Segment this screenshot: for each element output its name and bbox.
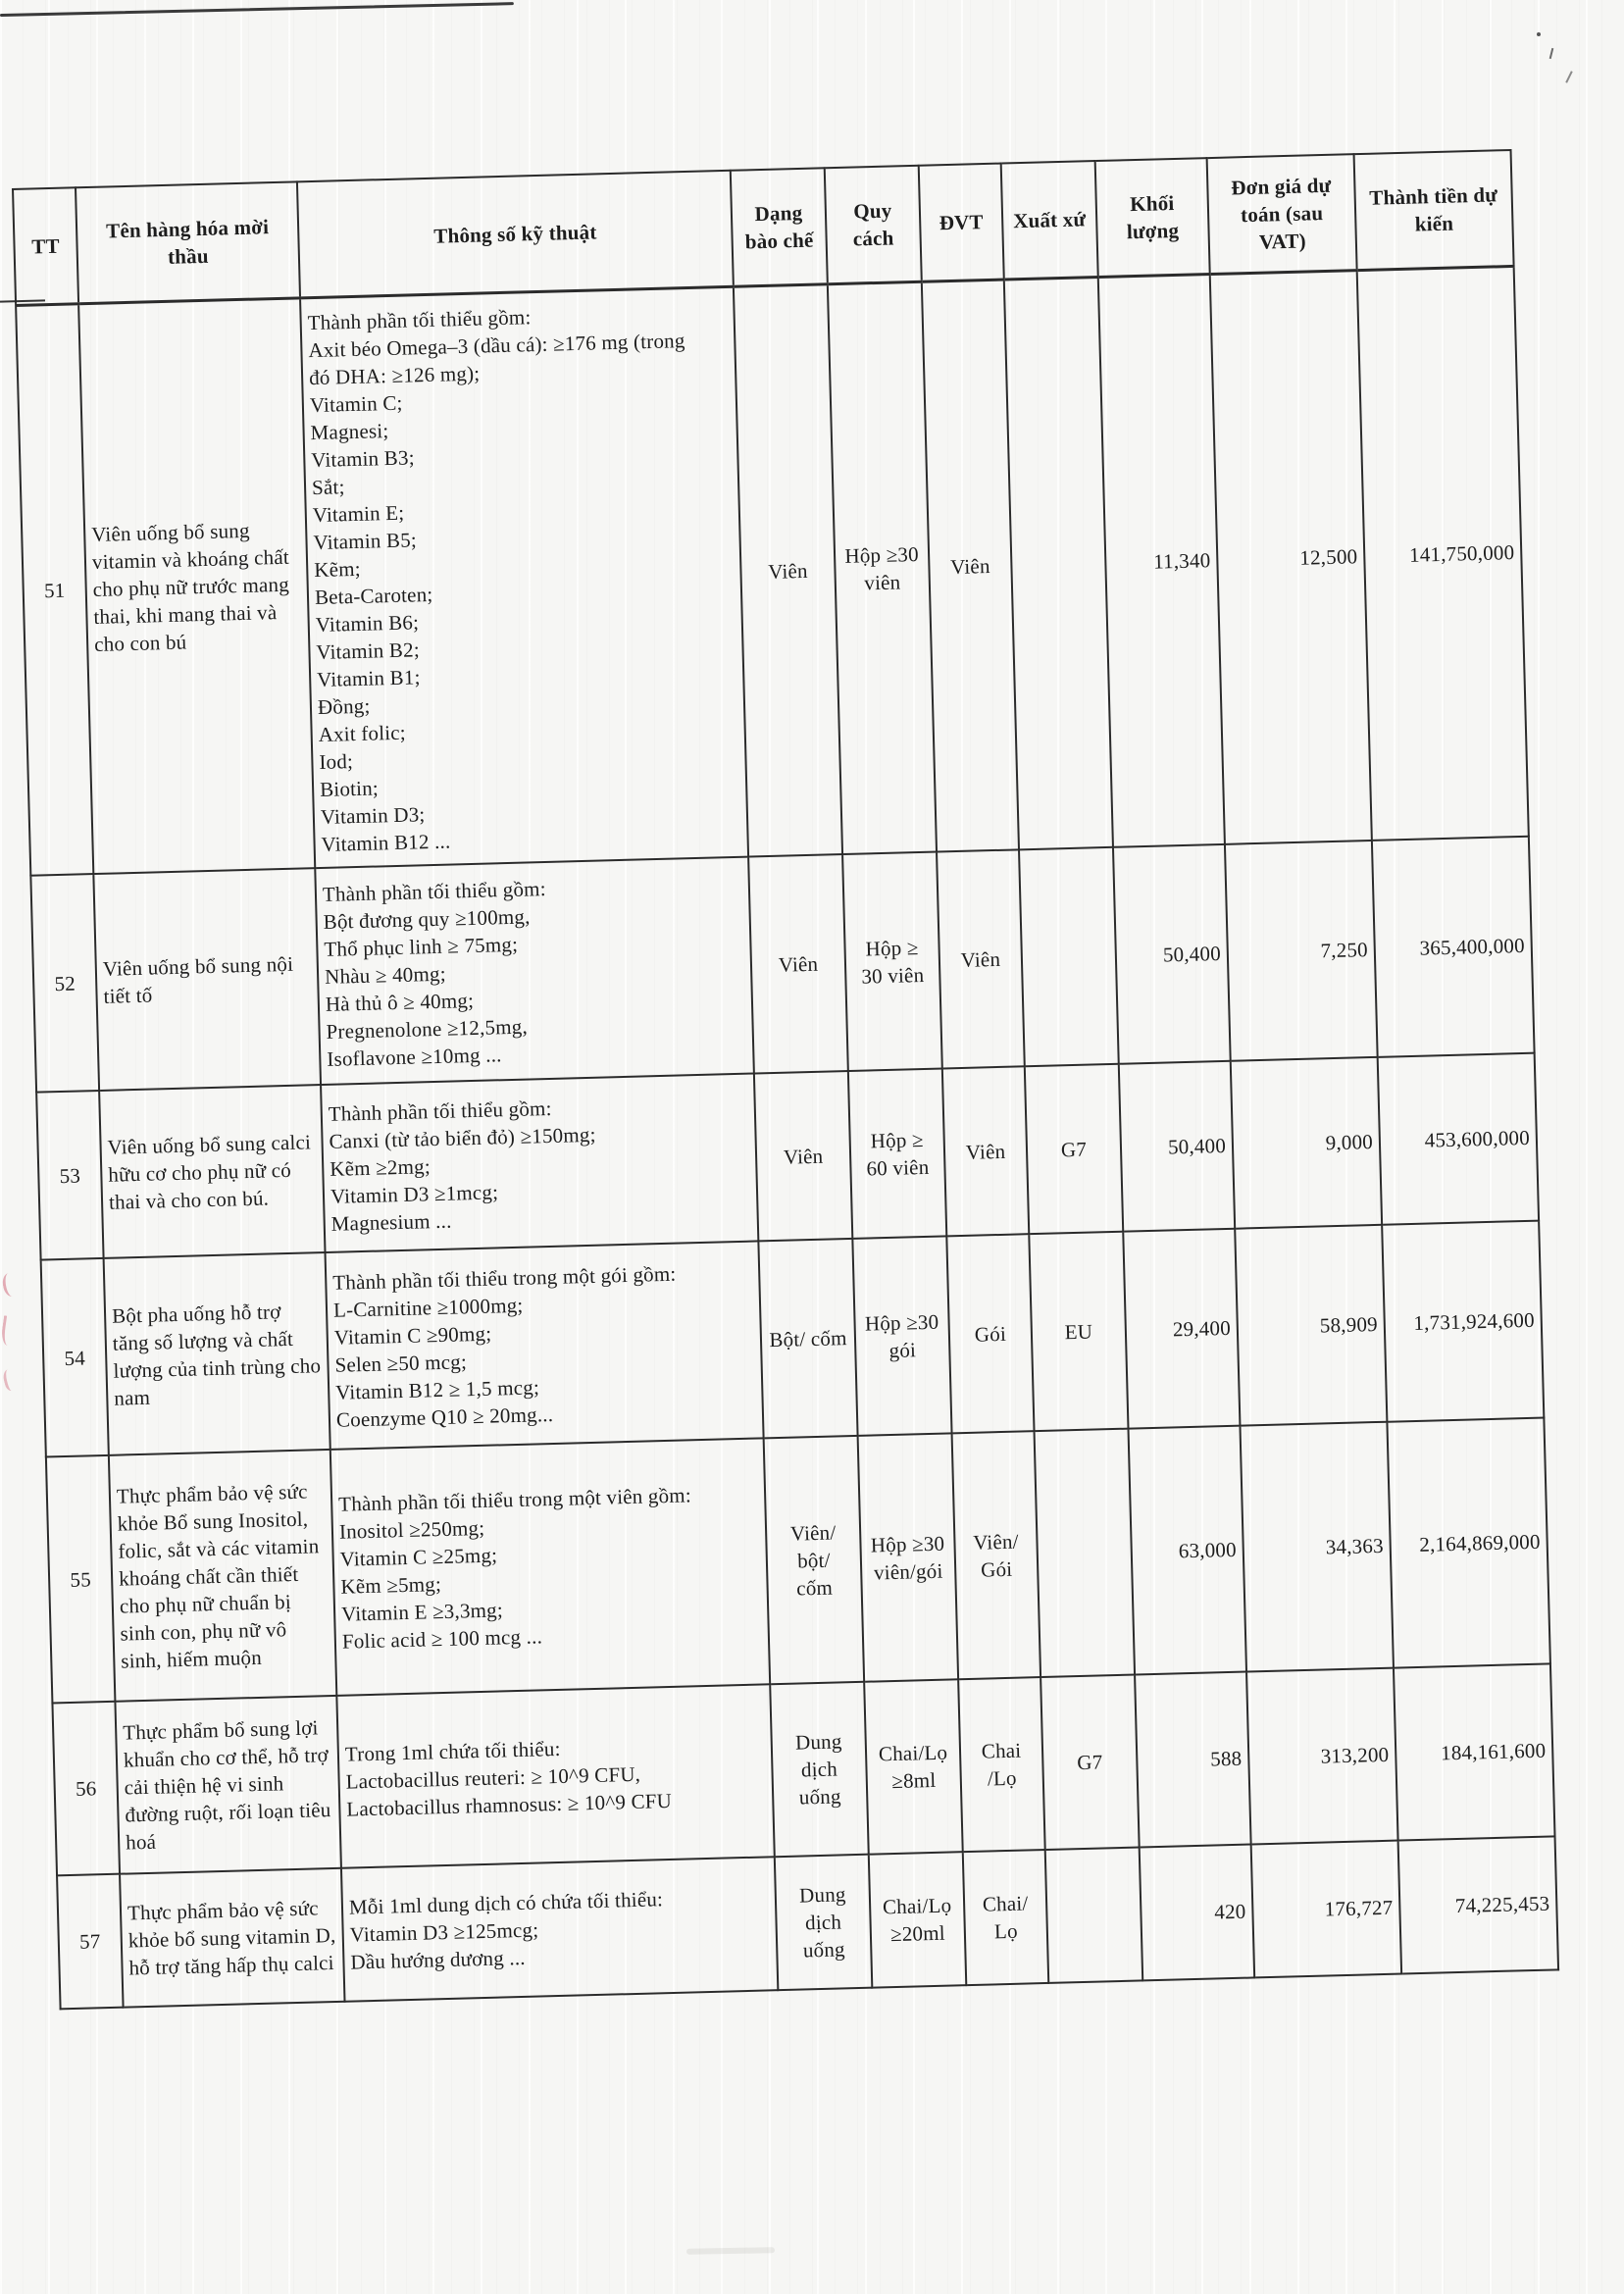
origin	[1045, 1847, 1143, 1982]
dosage-form: Dung dịch uống	[770, 1682, 869, 1857]
margin-pen-mark	[1, 1272, 20, 1298]
header-total: Thành tiền dự kiến	[1354, 150, 1514, 271]
origin: G7	[1040, 1675, 1140, 1850]
dosage-form: Viên	[754, 1071, 852, 1241]
dosage-form: Viên	[734, 284, 842, 857]
header-specification: Thông số kỹ thuật	[297, 171, 734, 298]
origin: EU	[1029, 1232, 1128, 1431]
packaging: Hộp ≥ 30 viên	[842, 852, 942, 1071]
packaging: Hộp ≥ 60 viên	[848, 1068, 946, 1238]
unit-price: 12,500	[1210, 271, 1372, 844]
row-number: 56	[52, 1702, 120, 1876]
header-unit: ĐVT	[919, 164, 1004, 282]
total-amount: 184,161,600	[1394, 1663, 1555, 1840]
unit: Viên	[937, 849, 1025, 1068]
packaging: Hộp ≥30 viên/gói	[858, 1433, 959, 1681]
packaging: Hộp ≥30 gói	[852, 1236, 951, 1435]
quantity: 50,400	[1113, 844, 1231, 1064]
packaging: Chai/Lọ ≥8ml	[864, 1679, 963, 1854]
dosage-form: Viên	[748, 854, 848, 1073]
header-unit-price: Đơn giá dự toán (sau VAT)	[1207, 154, 1357, 274]
specification: Trong 1ml chứa tối thiểu: Lactobacillus reuteri: ≥ 10^9 CFU, Lactobacillus rhamnosus: ≥ 10^9 CFU	[336, 1684, 774, 1868]
unit: Viên/ Gói	[952, 1431, 1041, 1679]
quantity: 588	[1135, 1672, 1251, 1848]
header-tt: TT	[13, 187, 78, 305]
table-row	[30, 837, 1534, 1093]
unit-price: 176,727	[1251, 1841, 1402, 1978]
goods-name: Viên uống bổ sung calci hữu cơ cho phụ nữ có thai và cho con bú.	[99, 1085, 325, 1258]
unit-price: 7,250	[1225, 841, 1378, 1061]
unit: Viên	[922, 280, 1019, 851]
header-quantity: Khối lượng	[1095, 158, 1210, 277]
row-number: 55	[46, 1455, 116, 1704]
origin	[1004, 278, 1113, 850]
total-amount: 365,400,000	[1372, 837, 1535, 1057]
dosage-form: Dung dịch uống	[775, 1855, 873, 1990]
packaging: Chai/Lọ ≥20ml	[869, 1852, 967, 1987]
header-goods-name: Tên hàng hóa mời thầu	[76, 181, 300, 303]
origin	[1019, 847, 1119, 1066]
unit-price: 34,363	[1240, 1422, 1394, 1672]
quantity: 420	[1140, 1845, 1255, 1981]
specification: Thành phần tối thiểu gồm: Bột đương quy ≥100mg, Thổ phục linh ≥ 75mg; Nhàu ≥ 40mg; Hà thủ ô ≥ 40mg; Pregnenolone ≥12,5mg, Isoflavone ≥10mg ...	[315, 857, 754, 1085]
scanned-page	[12, 149, 1557, 2010]
origin: G7	[1025, 1064, 1123, 1234]
total-amount: 74,225,453	[1398, 1836, 1559, 1973]
goods-name: Viên uống bổ sung nội tiết tố	[93, 868, 321, 1091]
margin-pen-mark	[0, 1315, 17, 1347]
unit-price: 313,200	[1246, 1668, 1398, 1845]
header-packaging: Quy cách	[825, 166, 922, 284]
table-row	[16, 266, 1529, 875]
goods-name: Bột pha uống hỗ trợ tăng số lượng và chất lượng của tinh trùng cho nam	[104, 1252, 330, 1455]
row-number: 52	[30, 874, 99, 1093]
unit: Gói	[946, 1234, 1034, 1433]
unit: Chai/ Lọ	[963, 1850, 1049, 1985]
procurement-items-table	[12, 149, 1559, 2010]
margin-pen-mark	[2, 1368, 20, 1392]
unit: Viên	[942, 1066, 1029, 1236]
goods-name: Viên uống bổ sung vitamin và khoáng chất cho phụ nữ trước mang thai, khi mang thai và cho con bú	[78, 298, 315, 874]
origin	[1035, 1429, 1136, 1677]
unit-price: 9,000	[1231, 1057, 1382, 1229]
unit-price: 58,909	[1235, 1225, 1387, 1426]
unit: Chai /Lọ	[958, 1677, 1045, 1852]
table-row	[46, 1418, 1550, 1704]
goods-name: Thực phẩm bảo vệ sức khỏe Bổ sung Inositol, folic, sắt và các vitamin khoáng chất cần thiết cho phụ nữ chuẩn bị sinh con, phụ nữ vô sinh, hiếm muộn	[109, 1450, 336, 1702]
dosage-form: Viên/ bột/ cốm	[764, 1436, 865, 1684]
goods-name: Thực phẩm bảo vệ sức khỏe bổ sung vitamin D, hỗ trợ tăng hấp thụ calci	[120, 1868, 344, 2008]
row-number: 54	[41, 1258, 109, 1457]
header-origin: Xuất xứ	[1001, 161, 1098, 280]
total-amount: 453,600,000	[1378, 1053, 1539, 1225]
specification: Thành phần tối thiểu gồm: Axit béo Omega–3 (dầu cá): ≥176 mg (trong đó DHA: ≥126 mg); Vitamin C; Magnesi; Vitamin B3; Sắt; Vitamin E; Vitamin B5; Kẽm; Beta-Caroten; Vitamin B6; Vitamin B2; Vitamin B1; Đồng; Axit folic; Iod; Biotin; Vitamin D3; Vitamin B12 ...	[300, 286, 748, 868]
specification: Thành phần tối thiểu gồm: Canxi (từ tảo biển đỏ) ≥150mg; Kẽm ≥2mg; Vitamin D3 ≥1mcg; Magnesium ...	[321, 1073, 758, 1252]
header-dosage-form: Dạng bào chế	[731, 168, 828, 286]
scan-speck	[1565, 71, 1572, 83]
total-amount: 1,731,924,600	[1382, 1221, 1544, 1422]
table-row	[41, 1221, 1545, 1457]
row-number: 51	[16, 304, 93, 876]
goods-name: Thực phẩm bổ sung lợi khuẩn cho cơ thể, hỗ trợ cải thiện hệ vi sinh đường ruột, rối loạn tiêu hoá	[115, 1696, 341, 1874]
total-amount: 2,164,869,000	[1387, 1418, 1550, 1668]
specification: Mỗi 1ml dung dịch có chứa tối thiểu: Vitamin D3 ≥125mcg; Dầu hướng dương ...	[341, 1857, 778, 2002]
specification: Thành phần tối thiểu trong một viên gồm: Inositol ≥250mg; Vitamin C ≥25mg; Kẽm ≥5mg; Vitamin E ≥3,3mg; Folic acid ≥ 100 mcg ...	[330, 1438, 770, 1695]
scan-speck	[1537, 32, 1541, 36]
row-number: 53	[36, 1091, 103, 1260]
specification: Thành phần tối thiểu trong một gói gồm: L-Carnitine ≥1000mg; Vitamin C ≥90mg; Selen ≥50 mcg; Vitamin B12 ≥ 1,5 mcg; Coenzyme Q10 ≥ 20mg...	[326, 1241, 764, 1450]
scan-artifact-top-line	[0, 2, 514, 17]
quantity: 63,000	[1128, 1426, 1246, 1675]
packaging: Hộp ≥30 viên	[828, 281, 937, 854]
quantity: 11,340	[1098, 275, 1225, 847]
scan-smudge	[686, 2247, 775, 2255]
dosage-form: Bột/ cốm	[758, 1239, 857, 1438]
quantity: 50,400	[1119, 1061, 1235, 1232]
total-amount: 141,750,000	[1357, 266, 1529, 840]
row-number: 57	[57, 1874, 124, 2010]
quantity: 29,400	[1123, 1229, 1240, 1429]
scan-speck	[1549, 48, 1554, 59]
